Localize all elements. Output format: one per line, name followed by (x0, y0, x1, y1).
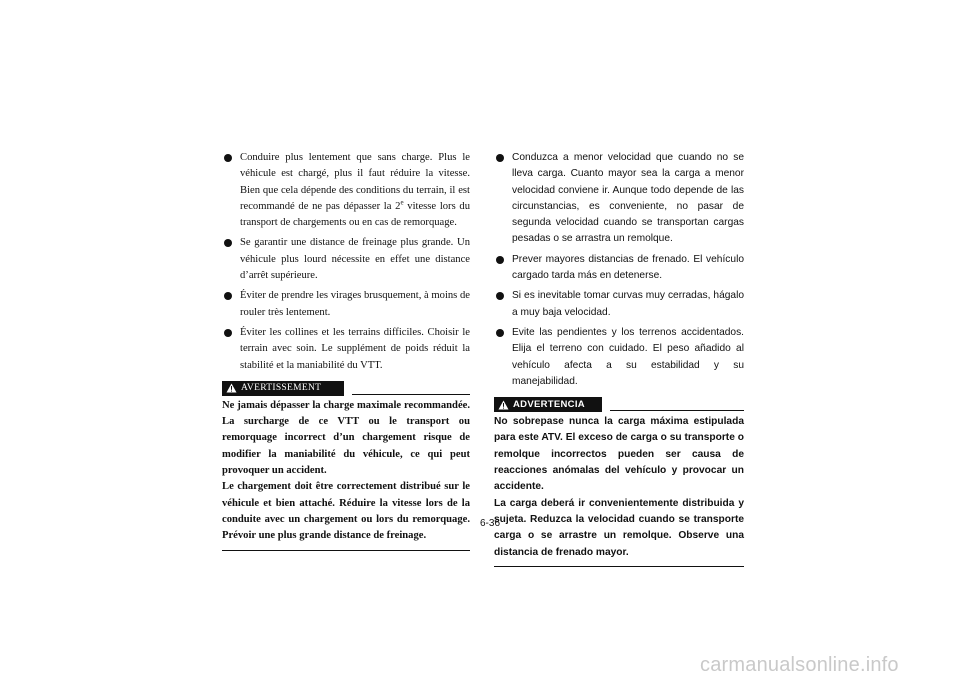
bullet-text: Conduire plus lentement que sans charge. Plus le véhicule est chargé, plus il faut réduire la vitesse. Bien que cela dépende des conditions du terrain, il est recommandé de ne pas dépasser la 2 (240, 152, 470, 212)
warning-triangle-icon (226, 383, 237, 393)
spanish-warning-text (494, 414, 744, 561)
superscript: e (400, 198, 404, 207)
warning-paragraph: No sobrepase nunca la carga máxima estipulada para este ATV. El exceso de carga o su transporte o remolque incorrectos pueden ser causa de reacciones anómalas del vehículo y provocar un accidente. (494, 416, 744, 493)
bullet-text: Se garantir une distance de freinage plus grande. Un véhicule plus lourd nécessite en effet une distance d’arrêt supérieure. (240, 237, 470, 282)
french-warning-header (222, 378, 470, 396)
warning-badge (222, 381, 344, 396)
warning-triangle-icon (498, 400, 509, 410)
bullet-dot-icon (224, 239, 232, 247)
divider (494, 566, 744, 567)
divider (352, 394, 470, 395)
bullet-text: Conduzca a menor velocidad que cuando no se lleva carga. Cuanto mayor sea la carga a menor velocidad conviene ir. Aunque todo depende de las circunstancias, es conveniente, no pasar de segunda velocidad cuando se transportan cargas pesadas o se arrastra un remolque. (512, 152, 744, 245)
divider (610, 410, 744, 411)
page-number: 6-36 (479, 518, 500, 529)
spanish-column (494, 150, 744, 567)
divider (222, 550, 470, 551)
list-item (222, 150, 470, 231)
watermark: carmanualsonline.info (700, 654, 899, 676)
bullet-text: vitesse lors du transport de chargements ou en cas de remorquage. (240, 200, 471, 229)
warning-paragraph: La carga deberá ir convenientemente distribuida y sujeta. Reduzca la velocidad cuando se transporte carga o se arrastre un remolque. Observe una distancia de frenado mayor. (494, 497, 744, 558)
list-item (494, 288, 744, 321)
french-column (222, 150, 470, 551)
bullet-text: Éviter les collines et les terrains difficiles. Choisir le terrain avec soin. Le supplément de poids réduit la stabilité et la maniabilité du VTT. (240, 326, 470, 371)
warning-paragraph: Le chargement doit être correctement distribué sur le véhicule et bien attaché. Réduire la vitesse lors de la conduite avec un chargement ou lors du remorquage. Prévoir une plus grande distance de freinage. (222, 481, 470, 542)
bullet-dot-icon (224, 329, 232, 337)
bullet-dot-icon (496, 292, 504, 300)
bullet-text: Éviter de prendre les virages brusquement, à moins de rouler très lentement. (240, 290, 470, 318)
warning-paragraph: Ne jamais dépasser la charge maximale recommandée. La surcharge de ce VTT ou le transport ou remorquage incorrect d’un chargement risque de modifier la maniabilité du véhicule, ce qui peut provoquer un accident. (222, 399, 470, 477)
list-item (494, 252, 744, 285)
list-item (494, 150, 744, 248)
warning-label: ADVERTENCIA (513, 398, 585, 410)
bullet-dot-icon (224, 292, 232, 300)
french-warning-text (222, 398, 470, 545)
bullet-dot-icon (224, 154, 232, 162)
bullet-dot-icon (496, 256, 504, 264)
list-item (222, 288, 470, 321)
list-item (222, 325, 470, 374)
warning-label: AVERTISSEMENT (241, 383, 322, 394)
bullet-text: Prever mayores distancias de frenado. El vehículo cargado tarda más en detenerse. (512, 253, 744, 282)
bullet-text: Si es inevitable tomar curvas muy cerradas, hágalo a muy baja velocidad. (512, 290, 744, 318)
bullet-dot-icon (496, 154, 504, 162)
spanish-bullet-list (494, 150, 744, 390)
bullet-dot-icon (496, 329, 504, 337)
bullet-text: Evite las pendientes y los terrenos accidentados. Elija el terreno con cuidado. El peso añadido al vehículo afecta a su estabilidad y su manejabilidad. (512, 326, 744, 387)
warning-badge (494, 397, 602, 412)
list-item (494, 325, 744, 390)
french-bullet-list (222, 150, 470, 374)
spanish-warning-header (494, 394, 744, 412)
list-item (222, 235, 470, 284)
